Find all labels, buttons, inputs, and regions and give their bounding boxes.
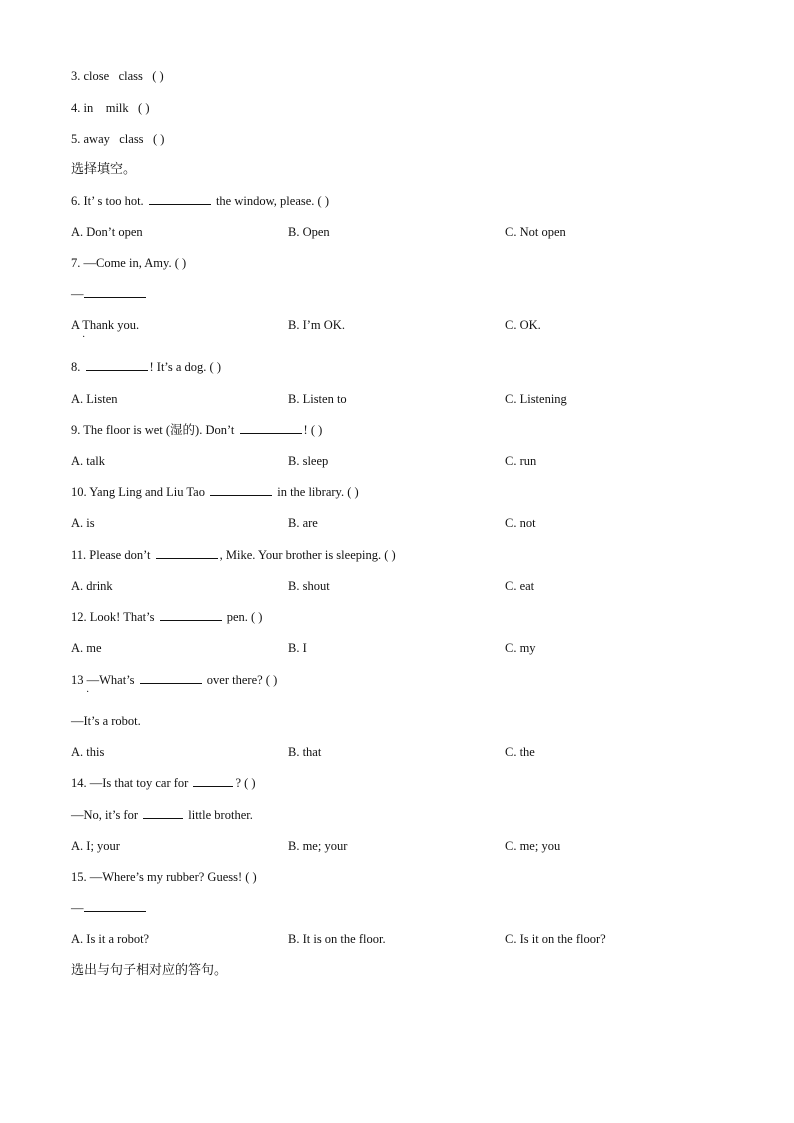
stray-dot: · (86, 687, 90, 698)
answer-blank (156, 547, 218, 559)
answer-blank (240, 422, 302, 434)
option-c: C. Is it on the floor? (505, 932, 606, 946)
answer-blank (210, 484, 272, 496)
option-b: B. It is on the floor. (288, 932, 386, 946)
answer-blank (140, 672, 202, 684)
phonics-item-4 (71, 100, 149, 116)
option-b: B. shout (288, 579, 330, 593)
question-14-reply: —No, it’s for little brother. (71, 808, 253, 822)
option-a: A. talk (71, 454, 106, 468)
answer-blank (193, 775, 233, 787)
option-a: A. Listen (71, 392, 118, 406)
answer-paren: ( ) (152, 69, 164, 83)
option-c: C. not (505, 516, 536, 530)
word-1: close (83, 69, 110, 83)
option-a: A. is (71, 516, 95, 530)
option-b: B. me; your (288, 839, 348, 853)
answer-blank (86, 359, 148, 371)
phonics-item-5 (71, 131, 164, 147)
question-13: 13 —What’s over there? ( ) (71, 673, 278, 687)
question-11: 11. Please don’t , Mike. Your brother is sleeping. ( ) (71, 548, 396, 562)
stray-dot: · (82, 332, 86, 343)
option-b: B. I (288, 641, 307, 655)
word-1: in (83, 101, 94, 115)
section-title-match: 选出与句子相对应的答句。 (71, 963, 228, 978)
option-b: B. sleep (288, 454, 329, 468)
item-number: 5. (71, 132, 81, 146)
word-1: away (83, 132, 110, 146)
option-c: C. eat (505, 579, 535, 593)
question-7: 7. —Come in, Amy. ( ) (71, 256, 187, 270)
question-9: 9. The floor is wet (湿的). Don’t ! ( ) (71, 423, 323, 437)
option-a: A. Is it a robot? (71, 932, 150, 946)
section-title-choose: 选择填空。 (71, 162, 137, 177)
option-c: C. me; you (505, 839, 561, 853)
option-b: B. are (288, 516, 318, 530)
option-b: B. Listen to (288, 392, 347, 406)
option-c: C. Not open (505, 225, 566, 239)
option-b: B. that (288, 745, 322, 759)
option-a: A. me (71, 641, 102, 655)
phonics-item-3 (71, 68, 164, 84)
question-8: 8. ! It’s a dog. ( ) (71, 360, 222, 374)
option-a: A. drink (71, 579, 113, 593)
option-a: A Thank you. (71, 318, 140, 332)
question-15: 15. —Where’s my rubber? Guess! ( ) (71, 870, 257, 884)
option-a: A. this (71, 745, 105, 759)
option-c: C. run (505, 454, 537, 468)
option-a: A. I; your (71, 839, 120, 853)
word-2: milk (105, 101, 129, 115)
option-b: B. I’m OK. (288, 318, 345, 332)
word-2: class (119, 132, 144, 146)
option-c: C. my (505, 641, 536, 655)
answer-blank (84, 286, 146, 298)
question-14: 14. —Is that toy car for ? ( ) (71, 776, 256, 790)
question-15-reply: — (71, 900, 148, 916)
word-2: class (118, 69, 143, 83)
question-7-reply: — (71, 286, 148, 302)
option-c: C. Listening (505, 392, 567, 406)
answer-blank (149, 193, 211, 205)
answer-paren: ( ) (152, 132, 165, 146)
answer-blank (143, 807, 183, 819)
answer-blank (160, 609, 222, 621)
option-c: C. the (505, 745, 535, 759)
question-13-reply: —It’s a robot. (71, 714, 141, 728)
answer-blank (84, 900, 146, 912)
item-number: 3. (71, 69, 81, 83)
answer-paren: ( ) (138, 101, 150, 115)
option-a: A. Don’t open (71, 225, 143, 239)
question-12: 12. Look! That’s pen. ( ) (71, 610, 263, 624)
option-c: C. OK. (505, 318, 541, 332)
item-number: 4. (71, 101, 81, 115)
option-b: B. Open (288, 225, 330, 239)
question-6: 6. It’ s too hot. the window, please. ( ) (71, 194, 329, 208)
question-10: 10. Yang Ling and Liu Tao in the library. ( ) (71, 485, 359, 499)
